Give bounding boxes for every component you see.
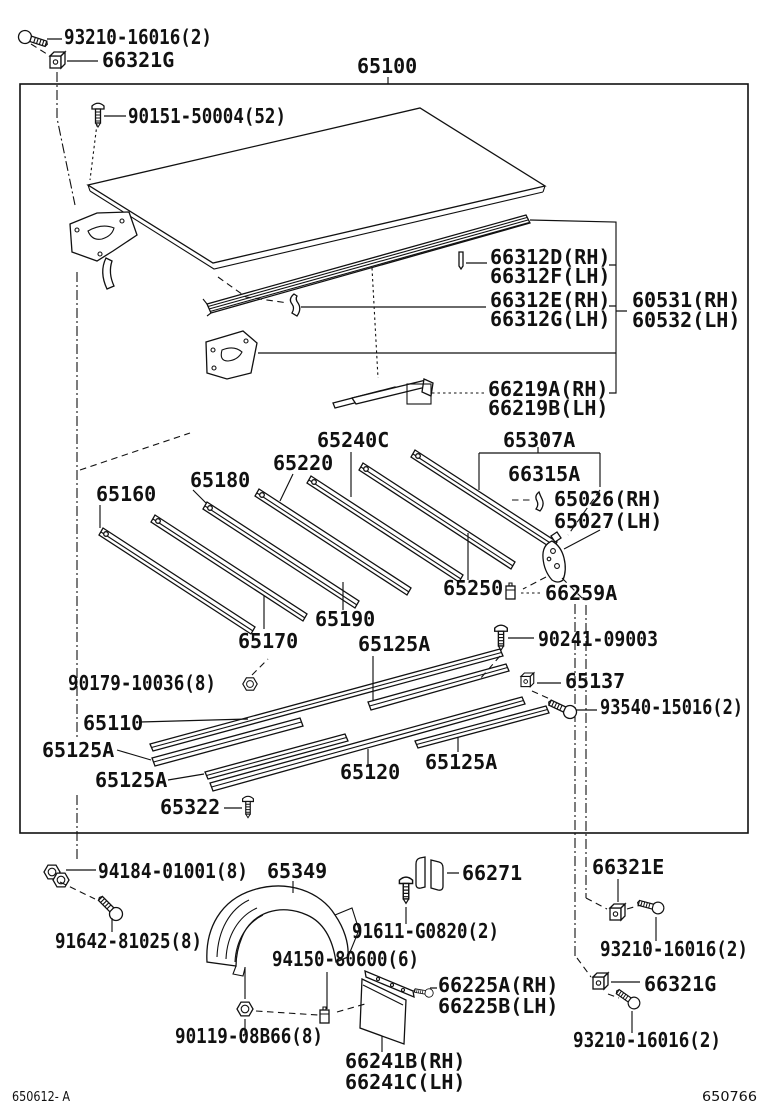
label-66321e: 66321E bbox=[592, 855, 665, 879]
label-65120: 65120 bbox=[340, 760, 401, 784]
clip-66259a-icon bbox=[506, 583, 515, 599]
screw-icon-top bbox=[17, 29, 50, 51]
label-66315a: 66315A bbox=[508, 462, 581, 486]
label-60532: 60532(LH) bbox=[632, 308, 741, 332]
label-66219a: 66219A(RH) bbox=[488, 377, 609, 401]
molding-pin-icon bbox=[459, 252, 463, 269]
label-65307a: 65307A bbox=[503, 428, 576, 452]
label-65110: 65110 bbox=[83, 711, 144, 735]
label-66219b: 66219B(LH) bbox=[488, 396, 609, 420]
gusset-bracket bbox=[206, 331, 257, 379]
screw-93540-icon bbox=[546, 696, 579, 720]
label-91642: 91642-81025(8) bbox=[55, 929, 202, 953]
label-94184: 94184-01001(8) bbox=[98, 859, 248, 883]
label-90241: 90241-09003 bbox=[538, 627, 658, 651]
label-90179: 90179-10036(8) bbox=[68, 671, 216, 695]
label-65125a-mid: 65125A bbox=[358, 632, 431, 656]
label-66312f: 66312F(LH) bbox=[490, 264, 611, 288]
bolt-90241-icon bbox=[495, 625, 508, 650]
label-65349: 65349 bbox=[267, 859, 328, 883]
screw-90151-icon bbox=[92, 103, 104, 127]
side-rail-66219 bbox=[333, 379, 433, 408]
bolt-91642-icon bbox=[95, 893, 125, 923]
label-66312g: 66312G(LH) bbox=[490, 307, 611, 331]
figure-code-right: 650766 bbox=[702, 1090, 757, 1105]
clip-66321g-top-icon bbox=[50, 52, 65, 68]
molding-hook-icon bbox=[290, 294, 299, 316]
label-66225b: 66225B(LH) bbox=[438, 994, 559, 1018]
bracket-66271-icon bbox=[416, 857, 443, 890]
screw-93210g-icon bbox=[613, 986, 642, 1011]
label-66321g-bottom: 66321G bbox=[644, 972, 717, 996]
screw-91611-icon bbox=[399, 877, 412, 903]
label-66225a: 66225A(RH) bbox=[438, 973, 559, 997]
clip-66321e-icon bbox=[610, 904, 625, 920]
floor-panel bbox=[88, 108, 545, 269]
label-65026: 65026(RH) bbox=[554, 487, 663, 511]
label-93540: 93540-15016(2) bbox=[600, 695, 743, 719]
label-90119: 90119-08B66(8) bbox=[175, 1024, 323, 1048]
label-93210-g: 93210-16016(2) bbox=[573, 1028, 721, 1052]
clip-66315a-icon bbox=[536, 492, 543, 511]
label-93210-e: 93210-16016(2) bbox=[600, 937, 748, 961]
clip-65137-icon bbox=[521, 673, 534, 687]
hinge-bracket bbox=[70, 212, 137, 289]
label-65220: 65220 bbox=[273, 451, 334, 475]
label-60531: 60531(RH) bbox=[632, 288, 741, 312]
label-66312e: 66312E(RH) bbox=[490, 288, 611, 312]
label-91611: 91611-G0820(2) bbox=[352, 919, 499, 943]
screw-65322-icon bbox=[243, 796, 254, 817]
nut-94184-icon-2 bbox=[53, 873, 69, 887]
label-65322: 65322 bbox=[160, 795, 221, 819]
label-65137: 65137 bbox=[565, 669, 626, 693]
nut-90179-icon bbox=[243, 678, 257, 690]
label-65125a-4: 65125A bbox=[425, 750, 498, 774]
screw-93210e-icon bbox=[636, 897, 665, 915]
label-65180: 65180 bbox=[190, 468, 251, 492]
label-65250: 65250 bbox=[443, 576, 504, 600]
label-65100: 65100 bbox=[357, 54, 418, 78]
label-66259a: 66259A bbox=[545, 581, 618, 605]
label-65125a-2: 65125A bbox=[95, 768, 168, 792]
label-66241b: 66241B(RH) bbox=[345, 1049, 466, 1073]
nut-90119-icon bbox=[237, 1002, 253, 1016]
label-65170: 65170 bbox=[238, 629, 299, 653]
label-66271: 66271 bbox=[462, 861, 523, 885]
label-65125a-1: 65125A bbox=[42, 738, 115, 762]
label-65240c: 65240C bbox=[317, 428, 390, 452]
label-65160: 65160 bbox=[96, 482, 157, 506]
label-94150: 94150-80600(6) bbox=[272, 947, 419, 971]
label-90151: 90151-50004(52) bbox=[128, 104, 286, 128]
label-93210-top: 93210-16016(2) bbox=[64, 25, 212, 49]
clip-94150-icon bbox=[320, 1007, 329, 1023]
clip-66321g-bottom-icon bbox=[593, 973, 608, 989]
label-66321g-top: 66321G bbox=[102, 48, 175, 72]
label-66312d: 66312D(RH) bbox=[490, 245, 611, 269]
figure-code-left: 650612- A bbox=[12, 1090, 71, 1105]
label-65190: 65190 bbox=[315, 607, 376, 631]
label-66241c: 66241C(LH) bbox=[345, 1070, 466, 1094]
label-65027: 65027(LH) bbox=[554, 509, 663, 533]
